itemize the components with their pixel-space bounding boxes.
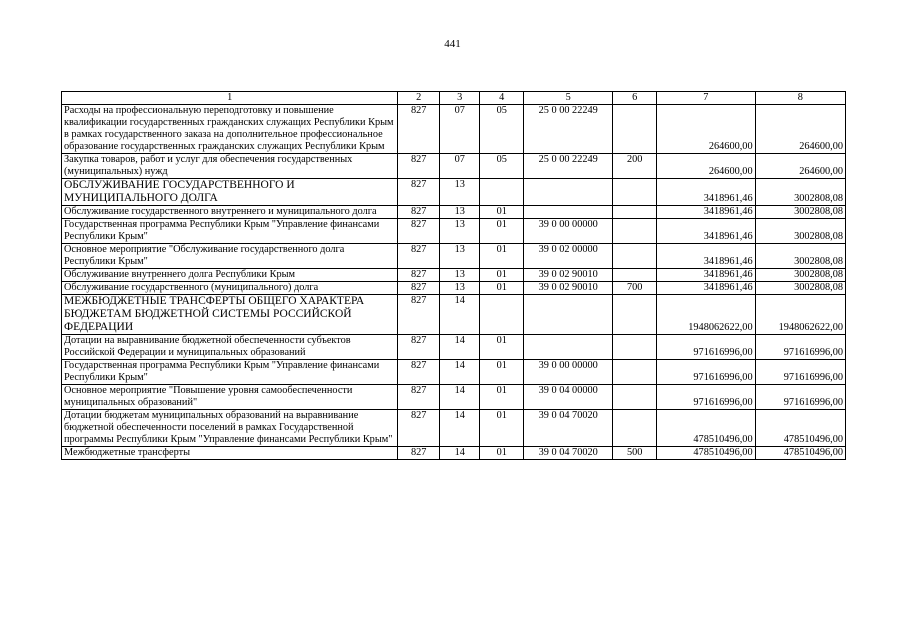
code-2-cell: 827: [398, 282, 440, 295]
code-3-cell: 13: [439, 244, 479, 269]
code-2-cell: 827: [398, 206, 440, 219]
code-2-cell: 827: [398, 385, 440, 410]
amount-7-cell: 264600,00: [656, 154, 755, 179]
table-row: [62, 244, 846, 269]
code-5-cell: [524, 206, 613, 219]
header-cell: 8: [755, 92, 845, 105]
row-name-cell: Закупка товаров, работ и услуг для обеспечения государственных (муниципальных) нужд: [62, 154, 398, 179]
code-6-cell: [613, 360, 657, 385]
code-6-cell: [613, 410, 657, 447]
amount-7-cell: 3418961,46: [656, 282, 755, 295]
table-row: [62, 154, 846, 179]
row-name-cell: Основное мероприятие "Обслуживание государственного долга Республики Крым": [62, 244, 398, 269]
row-name-cell: ОБСЛУЖИВАНИЕ ГОСУДАРСТВЕННОГО И МУНИЦИПАЛЬНОГО ДОЛГА: [62, 179, 398, 206]
amount-7-cell: 3418961,46: [656, 219, 755, 244]
amount-7-cell: 971616996,00: [656, 385, 755, 410]
amount-8-cell: 478510496,00: [755, 410, 845, 447]
table-row: [62, 447, 846, 460]
code-4-cell: 01: [480, 360, 524, 385]
table-row: [62, 206, 846, 219]
code-4-cell: 01: [480, 335, 524, 360]
amount-8-cell: 971616996,00: [755, 385, 845, 410]
code-3-cell: 13: [439, 282, 479, 295]
table-row: [62, 219, 846, 244]
table-row: [62, 105, 846, 154]
row-name-cell: Расходы на профессиональную переподготовку и повышение квалификации государственных гражданских служащих Республики Крым в рамках государственного заказа на дополнительное профессиональное образование государственных гражданских служащих Республики Крым: [62, 105, 398, 154]
code-6-cell: [613, 335, 657, 360]
amount-8-cell: 3002808,08: [755, 179, 845, 206]
amount-8-cell: 3002808,08: [755, 282, 845, 295]
code-5-cell: 25 0 00 22249: [524, 105, 613, 154]
row-name-cell: Обслуживание государственного внутреннего и муниципального долга: [62, 206, 398, 219]
code-4-cell: 01: [480, 447, 524, 460]
code-3-cell: 13: [439, 179, 479, 206]
code-5-cell: 39 0 00 00000: [524, 219, 613, 244]
amount-7-cell: 3418961,46: [656, 179, 755, 206]
amount-7-cell: 1948062622,00: [656, 295, 755, 335]
amount-8-cell: 3002808,08: [755, 219, 845, 244]
amount-7-cell: 478510496,00: [656, 410, 755, 447]
code-4-cell: 01: [480, 410, 524, 447]
code-4-cell: 05: [480, 154, 524, 179]
row-name-cell: Межбюджетные трансферты: [62, 447, 398, 460]
header-cell: 7: [656, 92, 755, 105]
amount-7-cell: 264600,00: [656, 105, 755, 154]
amount-8-cell: 3002808,08: [755, 206, 845, 219]
code-6-cell: [613, 269, 657, 282]
header-cell: 2: [398, 92, 440, 105]
code-5-cell: 39 0 00 00000: [524, 360, 613, 385]
amount-8-cell: 478510496,00: [755, 447, 845, 460]
amount-7-cell: 478510496,00: [656, 447, 755, 460]
page-number: 441: [444, 38, 461, 50]
amount-8-cell: 1948062622,00: [755, 295, 845, 335]
header-cell: 3: [439, 92, 479, 105]
code-5-cell: 25 0 00 22249: [524, 154, 613, 179]
code-4-cell: 01: [480, 269, 524, 282]
code-5-cell: [524, 179, 613, 206]
code-3-cell: 13: [439, 269, 479, 282]
code-2-cell: 827: [398, 154, 440, 179]
code-6-cell: [613, 385, 657, 410]
header-cell: 5: [524, 92, 613, 105]
code-2-cell: 827: [398, 269, 440, 282]
table-row: [62, 335, 846, 360]
header-row: [62, 92, 846, 105]
amount-7-cell: 3418961,46: [656, 269, 755, 282]
row-name-cell: Основное мероприятие "Повышение уровня самообеспеченности муниципальных образований": [62, 385, 398, 410]
row-name-cell: Государственная программа Республики Крым "Управление финансами Республики Крым": [62, 360, 398, 385]
code-5-cell: [524, 335, 613, 360]
code-6-cell: 500: [613, 447, 657, 460]
table-row: [62, 282, 846, 295]
code-3-cell: 14: [439, 385, 479, 410]
amount-7-cell: 971616996,00: [656, 360, 755, 385]
row-name-cell: Дотации на выравнивание бюджетной обеспеченности субъектов Российской Федерации и муниципальных образований: [62, 335, 398, 360]
code-4-cell: 01: [480, 385, 524, 410]
code-2-cell: 827: [398, 179, 440, 206]
code-3-cell: 07: [439, 154, 479, 179]
row-name-cell: Государственная программа Республики Крым "Управление финансами Республики Крым": [62, 219, 398, 244]
code-5-cell: 39 0 02 00000: [524, 244, 613, 269]
row-name-cell: Дотации бюджетам муниципальных образований на выравнивание бюджетной обеспеченности поселений в рамках Государственной программы Республики Крым "Управление финансами Республики Крым": [62, 410, 398, 447]
code-5-cell: 39 0 02 90010: [524, 282, 613, 295]
code-3-cell: 07: [439, 105, 479, 154]
code-3-cell: 13: [439, 206, 479, 219]
code-4-cell: [480, 179, 524, 206]
code-5-cell: [524, 295, 613, 335]
code-4-cell: 01: [480, 282, 524, 295]
code-2-cell: 827: [398, 244, 440, 269]
table-row: [62, 295, 846, 335]
row-name-cell: Обслуживание государственного (муниципального) долга: [62, 282, 398, 295]
row-name-cell: МЕЖБЮДЖЕТНЫЕ ТРАНСФЕРТЫ ОБЩЕГО ХАРАКТЕРА БЮДЖЕТАМ БЮДЖЕТНОЙ СИСТЕМЫ РОССИЙСКОЙ ФЕДЕРАЦИИ: [62, 295, 398, 335]
code-3-cell: 13: [439, 219, 479, 244]
budget-table: [61, 91, 846, 460]
code-2-cell: 827: [398, 295, 440, 335]
code-6-cell: [613, 179, 657, 206]
amount-7-cell: 3418961,46: [656, 206, 755, 219]
amount-8-cell: 264600,00: [755, 105, 845, 154]
code-2-cell: 827: [398, 335, 440, 360]
code-3-cell: 14: [439, 335, 479, 360]
amount-8-cell: 971616996,00: [755, 360, 845, 385]
table-row: [62, 360, 846, 385]
code-5-cell: 39 0 04 70020: [524, 447, 613, 460]
code-6-cell: [613, 219, 657, 244]
code-6-cell: [613, 244, 657, 269]
code-2-cell: 827: [398, 219, 440, 244]
table-row: [62, 269, 846, 282]
code-5-cell: 39 0 02 90010: [524, 269, 613, 282]
header-cell: 4: [480, 92, 524, 105]
code-4-cell: 01: [480, 244, 524, 269]
table-row: [62, 410, 846, 447]
code-2-cell: 827: [398, 410, 440, 447]
code-4-cell: 05: [480, 105, 524, 154]
code-3-cell: 14: [439, 360, 479, 385]
amount-8-cell: 264600,00: [755, 154, 845, 179]
row-name-cell: Обслуживание внутреннего долга Республики Крым: [62, 269, 398, 282]
code-3-cell: 14: [439, 295, 479, 335]
code-2-cell: 827: [398, 447, 440, 460]
code-2-cell: 827: [398, 105, 440, 154]
code-4-cell: 01: [480, 219, 524, 244]
code-6-cell: [613, 206, 657, 219]
code-4-cell: [480, 295, 524, 335]
code-6-cell: [613, 295, 657, 335]
table-row: [62, 179, 846, 206]
amount-8-cell: 3002808,08: [755, 269, 845, 282]
code-5-cell: 39 0 04 70020: [524, 410, 613, 447]
code-2-cell: 827: [398, 360, 440, 385]
code-6-cell: 200: [613, 154, 657, 179]
header-cell: 1: [62, 92, 398, 105]
table-row: [62, 385, 846, 410]
amount-8-cell: 3002808,08: [755, 244, 845, 269]
amount-7-cell: 3418961,46: [656, 244, 755, 269]
code-4-cell: 01: [480, 206, 524, 219]
code-5-cell: 39 0 04 00000: [524, 385, 613, 410]
amount-8-cell: 971616996,00: [755, 335, 845, 360]
code-3-cell: 14: [439, 447, 479, 460]
header-cell: 6: [613, 92, 657, 105]
code-6-cell: [613, 105, 657, 154]
code-6-cell: 700: [613, 282, 657, 295]
code-3-cell: 14: [439, 410, 479, 447]
amount-7-cell: 971616996,00: [656, 335, 755, 360]
